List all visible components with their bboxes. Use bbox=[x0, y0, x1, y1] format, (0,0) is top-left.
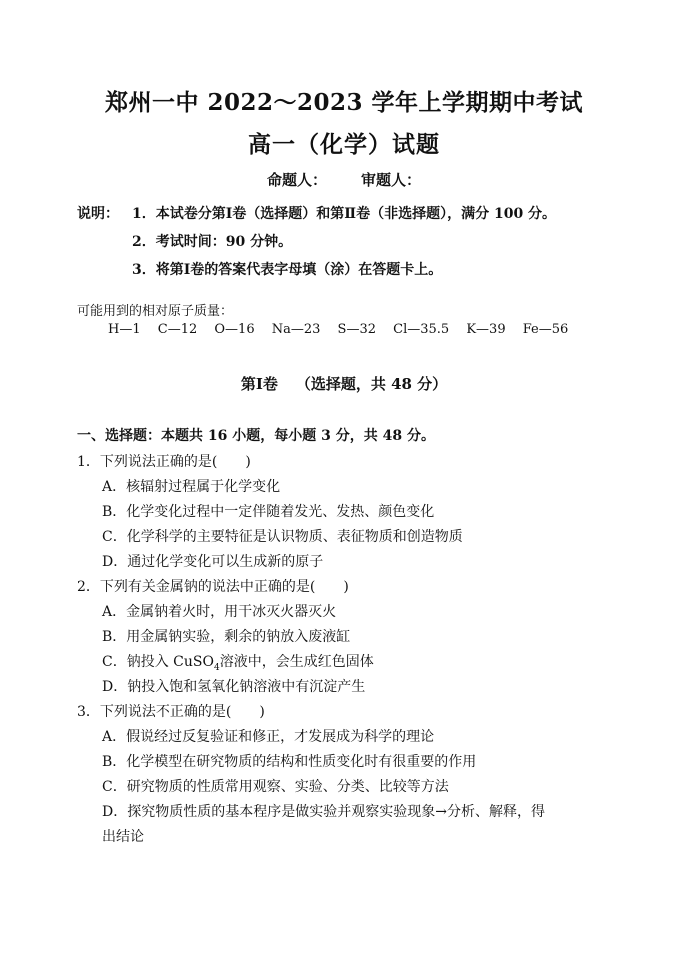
atomic-mass-title: 可能用到的相对原子质量： bbox=[77, 304, 234, 319]
atomic-mass-item: C—12 bbox=[157, 322, 198, 337]
atomic-mass-item: Cl—35.5 bbox=[393, 322, 450, 337]
question-option: A．金属钠着火时，用干冰灭火器灭火 bbox=[102, 604, 337, 620]
section-heading bbox=[0, 373, 688, 394]
section-name: 第Ⅰ卷 bbox=[240, 375, 278, 393]
atomic-mass-item: O—16 bbox=[214, 322, 255, 337]
atomic-mass-item: Fe—56 bbox=[522, 322, 569, 337]
atomic-mass-item: S—32 bbox=[337, 322, 376, 337]
question-option: C．化学科学的主要特征是认识物质、表征物质和创造物质 bbox=[102, 529, 463, 545]
option-text: 溶液中，会生成红色固体 bbox=[219, 654, 374, 670]
question-option: D．通过化学变化可以生成新的原子 bbox=[102, 554, 324, 570]
question-option-continuation: 出结论 bbox=[102, 829, 144, 845]
atomic-mass-list bbox=[108, 322, 581, 337]
question-option: C．研究物质的性质常用观察、实验、分类、比较等方法 bbox=[102, 779, 449, 795]
question-option: B．用金属钠实验，剩余的钠放入废液缸 bbox=[102, 629, 351, 645]
authors-line bbox=[0, 169, 688, 190]
reviewer-label: 审题人： bbox=[361, 171, 422, 189]
question-option: D．钠投入饱和氢氧化钠溶液中有沉淀产生 bbox=[102, 679, 366, 695]
question-option: A．假说经过反复验证和修正，才发展成为科学的理论 bbox=[102, 729, 435, 745]
question-stem: 2．下列有关金属钠的说法中正确的是( ) bbox=[77, 579, 349, 595]
question-option bbox=[102, 651, 374, 673]
atomic-mass-item: H—1 bbox=[108, 322, 141, 337]
section-desc: （选择题，共 48 分） bbox=[295, 375, 448, 393]
subscript: 4 bbox=[213, 662, 220, 673]
proposer-label: 命题人： bbox=[266, 171, 327, 189]
atomic-mass-item: K—39 bbox=[466, 322, 506, 337]
exam-title: 郑州一中 2022～2023 学年上学期期中考试 bbox=[104, 89, 584, 116]
question-option: B．化学模型在研究物质的结构和性质变化时有很重要的作用 bbox=[102, 754, 477, 770]
exam-subtitle: 高一（化学）试题 bbox=[248, 131, 440, 158]
option-text: C．钠投入 CuSO bbox=[102, 654, 214, 670]
notes-label: 说明： bbox=[77, 206, 119, 222]
atomic-mass-item: Na—23 bbox=[271, 322, 321, 337]
part-heading: 一、选择题：本题共 16 小题，每小题 3 分，共 48 分。 bbox=[77, 428, 435, 444]
note-item: 1．本试卷分第Ⅰ卷（选择题）和第Ⅱ卷（非选择题），满分 100 分。 bbox=[132, 206, 557, 222]
note-item: 2．考试时间：90 分钟。 bbox=[132, 234, 293, 250]
note-item: 3．将第Ⅰ卷的答案代表字母填（涂）在答题卡上。 bbox=[132, 262, 443, 278]
question-stem: 1．下列说法正确的是( ) bbox=[77, 454, 251, 470]
question-stem: 3．下列说法不正确的是( ) bbox=[77, 704, 265, 720]
question-option: A．核辐射过程属于化学变化 bbox=[102, 479, 281, 495]
question-option: D．探究物质性质的基本程序是做实验并观察实验现象→分析、解释，得 bbox=[102, 804, 545, 820]
question-option: B．化学变化过程中一定伴随着发光、发热、颜色变化 bbox=[102, 504, 435, 520]
